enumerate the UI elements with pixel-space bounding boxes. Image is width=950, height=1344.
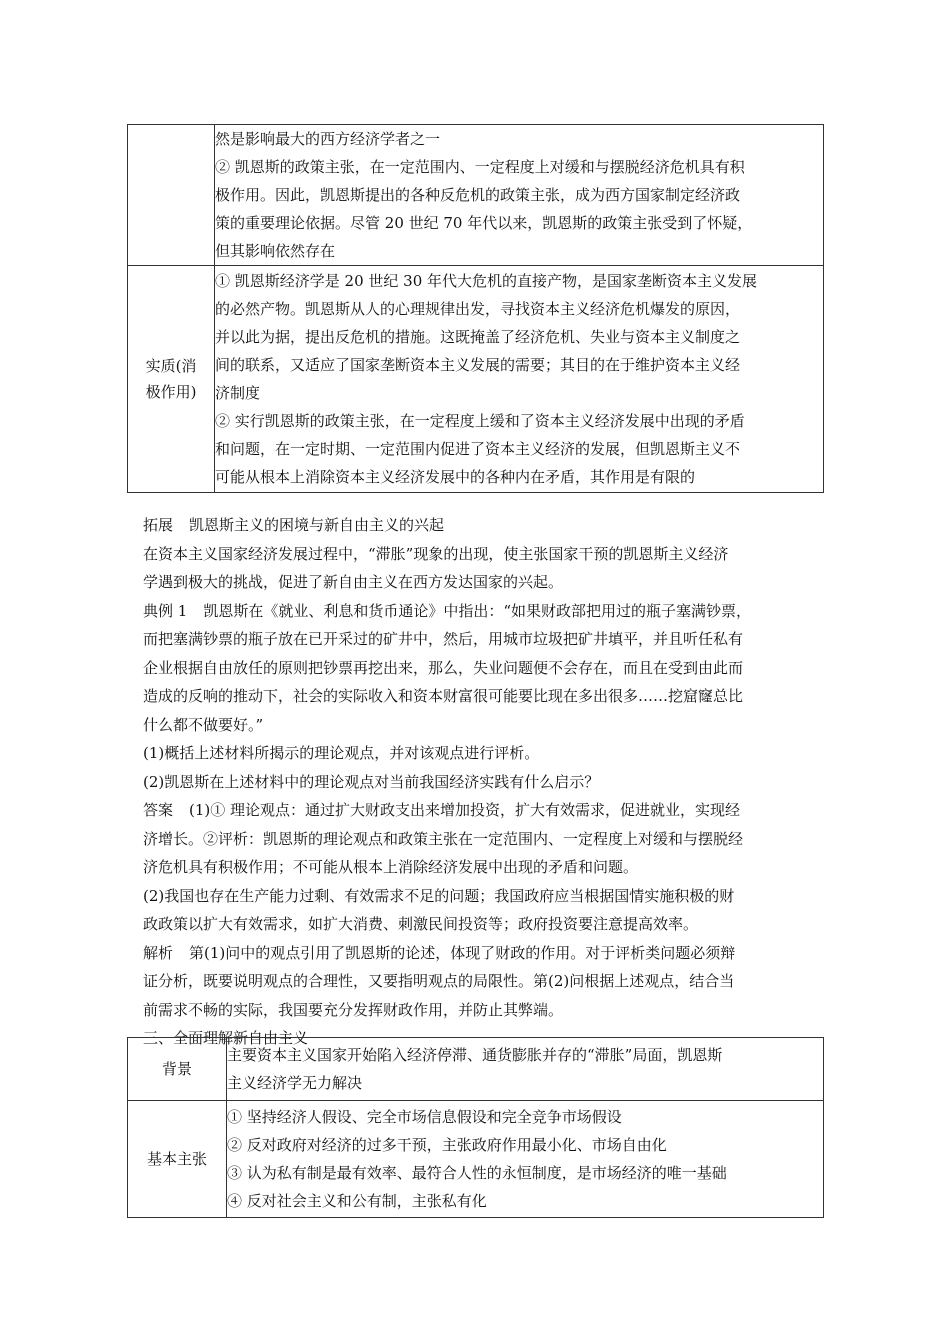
table-row xyxy=(128,266,824,493)
question-1: (1)概括上述材料所揭示的理论观点，并对该观点进行评析。 xyxy=(143,744,540,762)
table-cell-background xyxy=(227,1038,824,1101)
table-line: 的必然产物。凯恩斯从人的心理规律出发，寻找资本主义经济危机爆发的原因， xyxy=(215,300,741,318)
answer-tag: 答案 xyxy=(143,801,174,819)
expand-tag: 拓展 xyxy=(143,516,174,534)
analysis-first-line: 第(1)问中的观点引用了凯恩斯的论述，体现了财政的作用。对于评析类问题必须辩 xyxy=(189,943,736,962)
analysis-tag: 解析 xyxy=(143,943,174,962)
table-line: ④ 反对社会主义和公有制，主张私有化 xyxy=(227,1192,487,1210)
neoliberalism-table xyxy=(127,1037,824,1218)
body-text xyxy=(143,511,833,1053)
table-line: ③ 认为私有制是最有效率、最符合人性的永恒制度，是市场经济的唯一基础 xyxy=(227,1164,727,1182)
table-line: 间的联系，又适应了国家垄断资本主义发展的需要；其目的在于维护资本主义经 xyxy=(215,356,741,374)
paragraph-line: 企业根据自由放任的原则把钞票再挖出来，那么，失业问题便不会存在，而且在受到由此而 xyxy=(143,658,744,677)
section-heading: 三、全面理解新自由主义 xyxy=(143,1029,309,1047)
table-line: 可能从根本上消除资本主义经济发展中的各种内在矛盾，其作用是有限的 xyxy=(215,468,696,486)
table-row xyxy=(128,1101,824,1218)
table-line: 济制度 xyxy=(215,384,261,402)
table-line: 但其影响依然存在 xyxy=(215,242,336,260)
paragraph-line: 济增长。②评析：凯恩斯的理论观点和政策主张在一定范围内、一定程度上对缓和与摆脱经 xyxy=(143,829,744,848)
table-line: 然是影响最大的西方经济学者之一 xyxy=(215,130,441,148)
table-line: 主义经济学无力解决 xyxy=(227,1074,363,1092)
paragraph-line: 在资本主义国家经济发展过程中，“滞胀”现象的出现，使主张国家干预的凯恩斯主义经济 xyxy=(143,544,729,563)
paragraph-line: 济危机具有积极作用；不可能从根本上消除经济发展中出现的矛盾和问题。 xyxy=(143,858,639,876)
table-cell-influence xyxy=(215,125,824,266)
paragraph-line: 学遇到极大的挑战，促进了新自由主义在西方发达国家的兴起。 xyxy=(143,573,564,591)
paragraph-line: (2)我国也存在生产能力过剩、有效需求不足的问题；我国政府应当根据国情实施积极的财 xyxy=(143,886,735,905)
table-cell-main-claims xyxy=(227,1101,824,1218)
table-row-label xyxy=(128,266,215,493)
paragraph-line: 而把塞满钞票的瓶子放在已开采过的矿井中，然后，用城市垃圾把矿井填平，并且听任私有 xyxy=(143,630,744,648)
table-line: 并以此为据，提出反危机的措施。这既掩盖了经济危机、失业与资本主义制度之 xyxy=(215,328,741,346)
label-line: 实质(消 xyxy=(145,357,197,375)
answer-first-line: (1)① 理论观点：通过扩大财政支出来增加投资，扩大有效需求，促进就业，实现经 xyxy=(189,801,741,819)
expand-heading xyxy=(143,511,833,540)
table-row xyxy=(128,1038,824,1101)
label-line: 极作用) xyxy=(145,383,197,401)
table-line: ② 凯恩斯的政策主张，在一定范围内、一定程度上对缓和与摆脱经济危机具有积 xyxy=(215,158,745,176)
table-row-label: 背景 xyxy=(128,1038,227,1101)
paragraph-line: 造成的反响的推动下，社会的实际收入和资本财富很可能要比现在多出很多……挖窟窿总比 xyxy=(143,687,744,705)
paragraph-line: 证分析，既要说明观点的合理性，又要指明观点的局限性。第(2)问根据上述观点，结合当 xyxy=(143,972,735,990)
paragraph-line: 前需求不畅的实际，我国要充分发挥财政作用，并防止其弊端。 xyxy=(143,1000,564,1019)
table-line: ② 实行凯恩斯的政策主张，在一定程度上缓和了资本主义经济发展中出现的矛盾 xyxy=(215,412,745,430)
table-line: ① 坚持经济人假设、完全市场信息假设和完全竞争市场假设 xyxy=(227,1108,622,1126)
paragraph-line: 什么都不做要好。” xyxy=(143,715,264,734)
table-row xyxy=(128,125,824,266)
table-line: 主要资本主义国家开始陷入经济停滞、通货膨胀并存的“滞胀”局面，凯恩斯 xyxy=(227,1046,723,1064)
table-line: 和问题，在一定时期、一定范围内促进了资本主义经济的发展，但凯恩斯主义不 xyxy=(215,440,741,458)
table-line: 极作用。因此，凯恩斯提出的各种反危机的政策主张，成为西方国家制定经济政 xyxy=(215,186,741,204)
analysis-heading xyxy=(143,939,833,968)
table-row-label: 基本主张 xyxy=(128,1101,227,1218)
example-heading xyxy=(143,597,833,626)
question-2: (2)凯恩斯在上述材料中的理论观点对当前我国经济实践有什么启示？ xyxy=(143,772,600,791)
expand-title: 凯恩斯主义的困境与新自由主义的兴起 xyxy=(189,516,445,534)
paragraph-line: 政政策以扩大有效需求，如扩大消费、刺激民间投资等；政府投资要注意提高效率。 xyxy=(143,915,699,933)
table-cell-essence xyxy=(215,266,824,493)
keynes-summary-table xyxy=(127,124,824,493)
example-tag: 典例 1 xyxy=(143,601,188,620)
table-line: 策的重要理论依据。尽管 20 世纪 70 年代以来，凯恩斯的政策主张受到了怀疑， xyxy=(215,214,753,232)
answer-heading xyxy=(143,796,833,825)
table-line: ② 反对政府对经济的过多干预，主张政府作用最小化、市场自由化 xyxy=(227,1136,667,1154)
table-line: ① 凯恩斯经济学是 20 世纪 30 年代大危机的直接产物，是国家垄断资本主义发展 xyxy=(215,272,758,290)
table-row-label xyxy=(128,125,215,266)
example-first-line: 凯恩斯在《就业、利息和货币通论》中指出：“如果财政部把用过的瓶子塞满钞票， xyxy=(203,601,751,620)
